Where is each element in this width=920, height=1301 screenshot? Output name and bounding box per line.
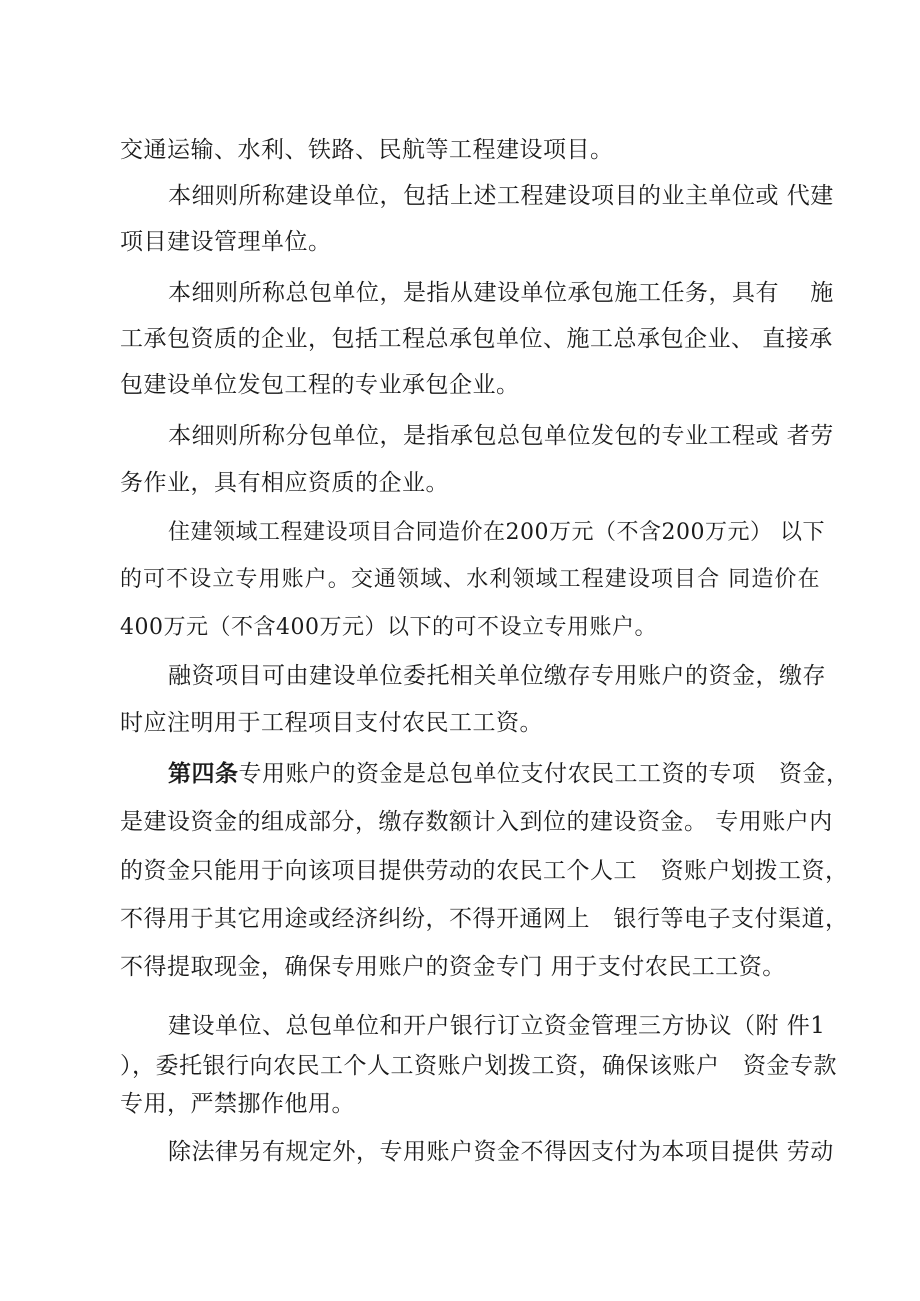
paragraph-line: 住建领域工程建设项目合同造价在200万元（不含200万元） 以下 <box>168 520 825 545</box>
paragraph-line: 是建设资金的组成部分，缴存数额计入到位的建设资金。 专用账户内 <box>120 809 833 835</box>
article-4-first-line <box>168 758 850 790</box>
paragraph-line: 务作业，具有相应资质的企业。 <box>120 470 449 496</box>
paragraph-line: 的资金只能用于向该项目提供劳动的农民工个人工 资账户划拨工资， <box>120 858 849 884</box>
paragraph-line: 专用，严禁挪作他用。 <box>120 1091 355 1117</box>
paragraph-line: 工承包资质的企业，包括工程总承包单位、施工总承包企业、 直接承 <box>120 326 833 352</box>
article-label: 第四条 <box>168 760 239 787</box>
paragraph-line: 的可不设立专用账户。交通领域、水利领域工程建设项目合 同造价在 <box>120 567 820 592</box>
paragraph-line: 不得提取现金，确保专用账户的资金专门 用于支付农民工工资。 <box>120 954 786 980</box>
paragraph-line: 本细则所称分包单位，是指承包总包单位发包的专业工程或 者劳 <box>168 423 834 449</box>
paragraph-line: 融资项目可由建设单位委托相关单位缴存专用账户的资金，缴存 <box>168 663 826 689</box>
paragraph-line: 包建设单位发包工程的专业承包企业。 <box>120 372 520 398</box>
paragraph-line: 时应注明用于工程项目支付农民工工资。 <box>120 710 543 736</box>
paragraph-line: 400万元（不含400万元）以下的可不设立专用账户。 <box>120 615 657 640</box>
paragraph-line: 除法律另有规定外，专用账户资金不得因支付为本项目提供 劳动 <box>168 1139 834 1165</box>
paragraph-line: 本细则所称总包单位，是指从建设单位承包施工任务，具有 施 <box>168 280 834 306</box>
paragraph-line: 项目建设管理单位。 <box>120 229 332 255</box>
paragraph-line: ），委托银行向农民工个人工资账户划拨工资，确保该账户 资金专款 <box>120 1053 837 1079</box>
paragraph-line: 建设单位、总包单位和开户银行订立资金管理三方协议（附 件1 <box>168 1013 826 1039</box>
paragraph-line: 专用账户的资金是总包单位支付农民工工资的专项 资金， <box>238 761 850 787</box>
paragraph-line: 交通运输、水利、铁路、民航等工程建设项目。 <box>120 137 614 163</box>
paragraph-line: 不得用于其它用途或经济纠纷，不得开通网上 银行等电子支付渠道， <box>120 906 849 932</box>
paragraph-line: 本细则所称建设单位，包括上述工程建设项目的业主单位或 代建 <box>168 183 834 209</box>
